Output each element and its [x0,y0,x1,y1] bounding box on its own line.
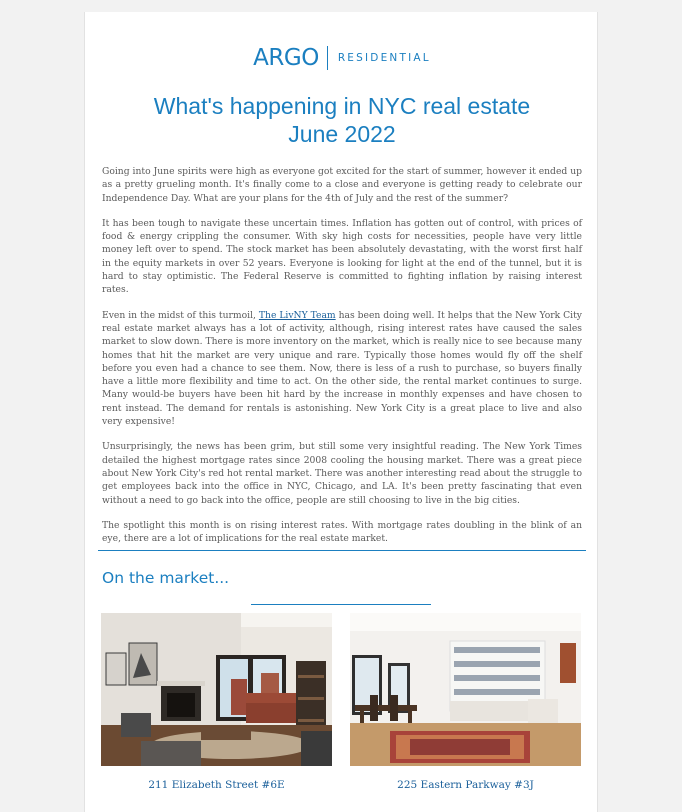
on-the-market-heading: On the market... [102,569,230,587]
paragraph-1: Going into June spirits were high as everyone got excited for the start of summer, however it ended up as a pretty grueling month. It's finally come to a close and everyone is getting ready to celebrate our Independence Day. What are your plans for the 4th of July and the rest of the summer? [102,166,582,204]
paragraph-3-after: has been doing well. It helps that the New York City real estate market always has a lot of activity, although, rising interest rates have caused the sales market to slow down. There is more inventory on the market, which is really nice to see because many homes that hit the market are very unique and rare. Typically those homes would fly off the shelf before you even had a chance to see them. Now, there is less of a rush to purchase, so buyers finally have a little more flexibility and time to act. On the other side, the rental market continues to surge. Many would-be buyers have been hit hard by the increase in monthly expenses and have chosen to rent instead. The demand for rentals is astonishing. New York City is a great place to live and also very expensive! [102,309,582,428]
paragraph-3 [102,309,582,429]
newsletter-card [84,12,598,812]
newsletter-body [102,165,582,557]
paragraph-4: Unsurprisingly, the news has been grim, but still some very insightful reading. The New York Times detailed the highest mortgage rates since 2008 cooling the housing market. There was a great piece about New York City's red hot rental market. There was another interesting read about the struggle to get employees back into the office in NYC, Chicago, and LA. It's been pretty fascinating that even without a need to go back into the office, people are still choosing to live in the big cities. [102,441,582,506]
newsletter-title [85,92,599,148]
livny-team-link[interactable]: The LivNY Team [258,309,336,321]
heading-underline [251,604,431,605]
logo-subtitle: RESIDENTIAL [337,52,431,64]
great-room-image [350,613,581,766]
listing-address[interactable]: 211 Elizabeth Street #6E [148,779,285,791]
listing-card[interactable] [350,613,581,791]
paragraph-2: It has been tough to navigate these uncertain times. Inflation has gotten out of control, with prices of food & energy crippling the consumer. With sky high costs for necessities, people have very little money left over to spend. The stock market has been absolutely devastating, with the worst first half in the equity markets in over 52 years. Everyone is looking for light at the end of the tunnel, but it is hard to stay optimistic. The Federal Reserve is committed to fighting inflation by raising interest rates. [102,217,582,296]
listing-photo-great-room[interactable] [350,613,581,766]
title-line-2: June 2022 [288,121,396,147]
paragraph-5: The spotlight this month is on rising interest rates. With mortgage rates doubling in the blink of an eye, there are a lot of implications for the real estate market. [102,519,582,545]
listing-card[interactable] [101,613,332,791]
section-divider [98,550,586,551]
brand-logo[interactable] [85,45,599,71]
paragraph-3-before: Even in the midst of this turmoil, [102,309,259,321]
listing-photo-living-room[interactable] [101,613,332,766]
logo-divider [327,46,328,70]
logo-mark: ARGO [253,45,319,71]
title-line-1: What's happening in NYC real estate [153,93,531,119]
living-room-image [101,613,332,766]
listing-address[interactable]: 225 Eastern Parkway #3J [397,779,534,791]
